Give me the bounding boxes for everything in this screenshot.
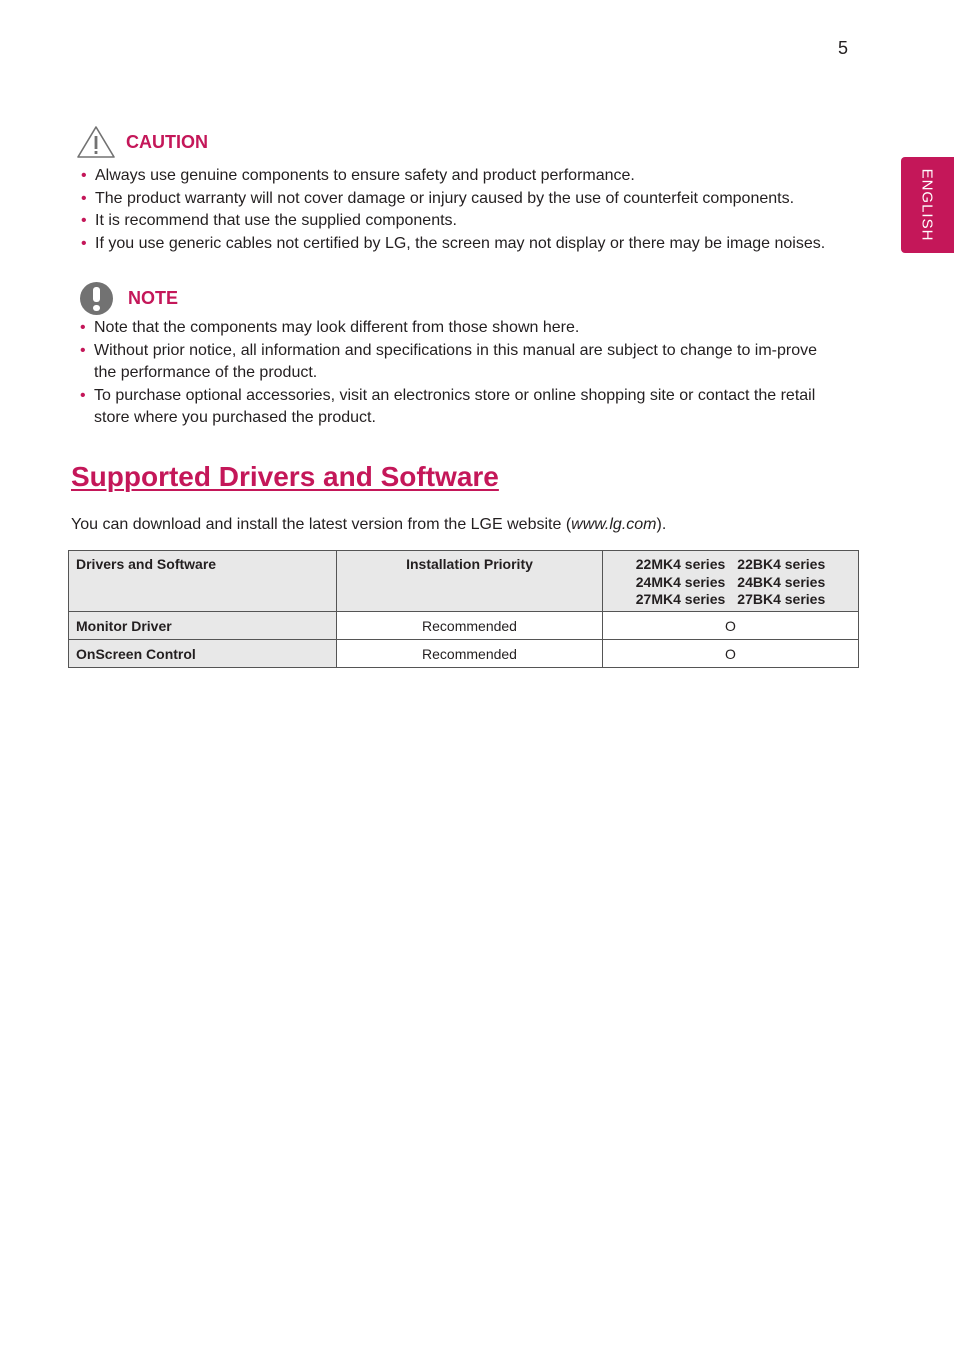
row-priority: Recommended: [337, 612, 603, 640]
table-header-row: [69, 551, 859, 612]
series-label: 27BK4 series: [737, 591, 826, 607]
website-link: www.lg.com: [571, 516, 657, 533]
header-series: [603, 551, 859, 612]
list-item: • To purchase optional accessories, visit an electronics store or online shopping site or contact the retail store where you purchased the product.: [80, 386, 816, 426]
series-label: 24MK4 series: [635, 573, 726, 590]
table-row: [69, 612, 859, 640]
caution-label: CAUTION: [126, 131, 208, 152]
list-item: • Note that the components may look different from those shown here.: [80, 319, 580, 336]
page-number: 5: [838, 38, 849, 58]
caution-list: [79, 165, 879, 255]
row-name: Monitor Driver: [69, 612, 337, 640]
series-label: 24BK4 series: [737, 573, 826, 590]
warning-triangle-icon: [76, 125, 116, 159]
row-support: O: [603, 612, 859, 640]
language-tab-label: ENGLISH: [918, 168, 936, 242]
series-label: 22BK4 series: [737, 556, 826, 572]
row-name: OnScreen Control: [69, 640, 337, 668]
list-item: • It is recommend that use the supplied components.: [81, 212, 457, 229]
caution-heading: [76, 125, 208, 159]
header-installation-priority: Installation Priority: [337, 551, 603, 612]
intro-text: You can download and install the latest version from the LGE website (www.lg.com).: [71, 516, 667, 533]
list-item: • If you use generic cables not certified by LG, the screen may not display or there may be image noises.: [81, 234, 826, 252]
note-list: [78, 317, 823, 430]
list-item: • Always use genuine components to ensure safety and product performance.: [81, 167, 635, 184]
exclamation-circle-icon: [80, 282, 113, 315]
row-priority: Recommended: [337, 640, 603, 668]
note-heading: [80, 282, 178, 315]
section-title: Supported Drivers and Software: [71, 461, 499, 492]
header-drivers-software: Drivers and Software: [69, 551, 337, 612]
drivers-table: [68, 550, 859, 668]
list-item: • Without prior notice, all information and specifications in this manual are subject to change to im-prove the performance of the product.: [80, 341, 818, 381]
note-label: NOTE: [128, 288, 179, 308]
row-support: O: [603, 640, 859, 668]
series-label: 27MK4 series: [635, 591, 726, 607]
table-row: [69, 640, 859, 668]
list-item: • The product warranty will not cover damage or injury caused by the use of counterfeit components.: [81, 189, 795, 207]
series-label: 22MK4 series: [635, 556, 726, 572]
language-tab: [901, 157, 954, 253]
